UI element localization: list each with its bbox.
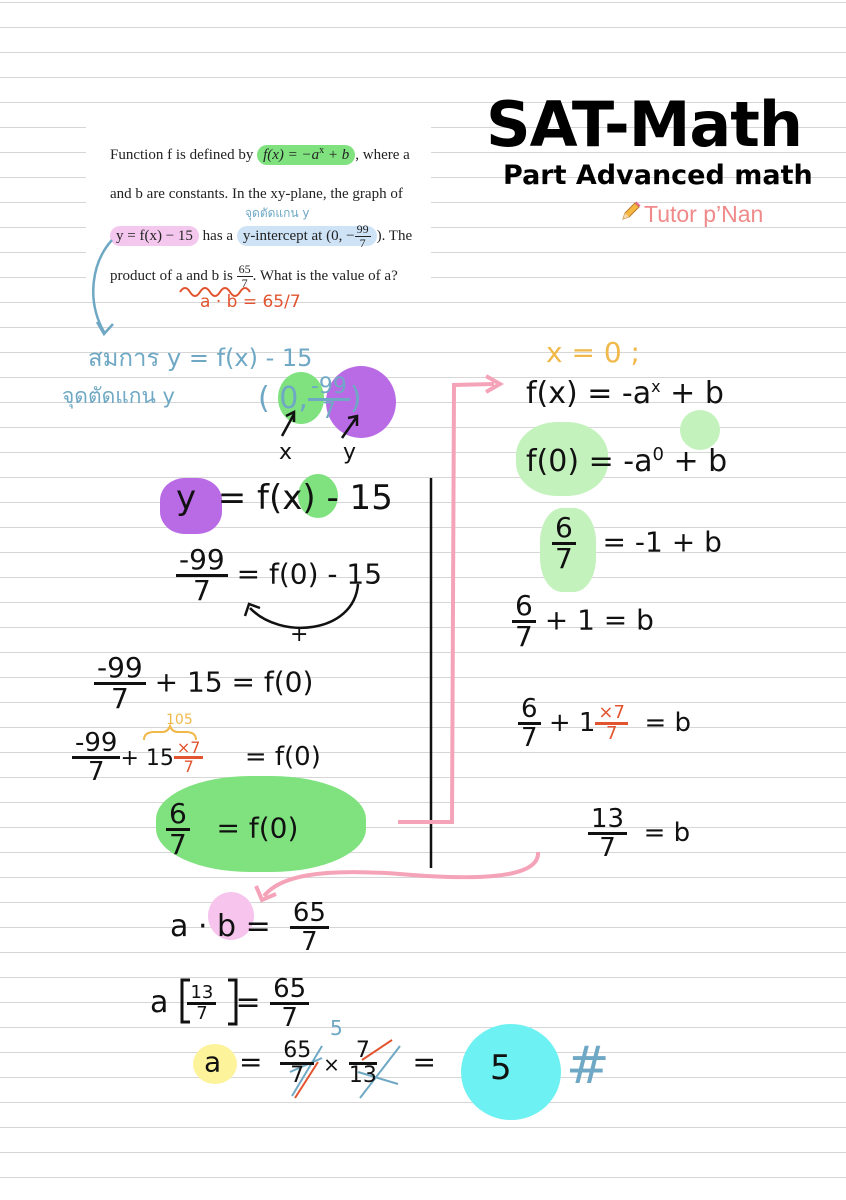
arrow-label-y: y <box>343 440 357 465</box>
problem-to-equation-arrow <box>93 240 112 332</box>
step-4: $\frac{-99}{7}$ + 15 $\frac{\times 7}{7}$ = f(0) <box>72 730 321 785</box>
right-step-3: $\frac{6}{7}$ = -1 + b <box>552 514 722 573</box>
final-answer: 5 <box>490 1048 512 1088</box>
right-step-4: $\frac{6}{7}$ + 1 = b <box>512 592 654 651</box>
b-to-final-arrow <box>264 852 538 896</box>
annotation-105: 105 <box>166 712 193 728</box>
equation-label: สมการ y = f(x) - 15 <box>88 344 313 372</box>
final-step-3: a = $\frac{65}{7}$ × $\frac{7}{13}$ = <box>204 1038 436 1088</box>
page-title: SAT-Math <box>486 88 803 161</box>
problem-line-2: and b are constants. In the xy-plane, the graph of <box>110 186 403 202</box>
intercept-point: ( 0, $\frac{-99}{7}$ ) <box>258 374 362 424</box>
equation-highlight: y = f(x) − 15 <box>110 226 199 246</box>
function-highlight: $f(x) = -a^x + b$ <box>257 145 355 165</box>
problem-line-3: y = f(x) − 15 has a y-intercept at (0, − $\frac{99}{7}$ ). The <box>110 223 412 250</box>
tutor-name: Tutor p’Nan <box>644 201 764 227</box>
right-step-2: $f(0) = -a^0 + b$ <box>526 444 728 479</box>
right-step-1: $f(x) = -a^x + b$ <box>526 376 724 411</box>
y-intercept-thai-note: จุดตัดแกน y <box>245 206 310 220</box>
problem-line-1: Function f is defined by $f(x) = -a^x + b$ , where a <box>110 145 410 163</box>
step-1: y = f(x) - 15 <box>176 478 393 518</box>
condition-x-zero: x = 0 ; <box>546 336 640 369</box>
final-step-2: a $\frac{13}{7}$ = $\frac{65}{7}$ <box>150 976 309 1031</box>
intercept-label: จุดตัดแกน y <box>62 384 175 408</box>
step-2-plus: + <box>290 622 309 647</box>
final-step-1: a · b = $\frac{65}{7}$ <box>170 900 329 955</box>
problem-line-4: product of a and b is $\frac{65}{7}$ . What is the value of a? <box>110 262 398 290</box>
step-3: $\frac{-99}{7}$ + 15 = f(0) <box>94 654 313 713</box>
hash-mark: # <box>566 1036 610 1096</box>
f0-to-right-arrow <box>398 384 494 822</box>
right-step-6: $\frac{13}{7}$ = b <box>588 806 690 861</box>
cancel-note-5: 5 <box>330 1016 343 1040</box>
page-subtitle: Part Advanced math <box>503 160 813 191</box>
ab-product-note: a · b = 65/7 <box>200 292 301 312</box>
arrow-label-x: x <box>279 440 293 465</box>
step-2: $\frac{-99}{7}$ = f(0) - 15 <box>176 546 382 605</box>
squiggle <box>180 288 250 296</box>
intercept-highlight: y-intercept at (0, − $\frac{99}{7}$ <box>237 226 377 246</box>
right-step-5: $\frac{6}{7}$ + 1 $\frac{\times 7}{7}$ = b <box>518 696 691 751</box>
step-5: $\frac{6}{7}$ = f(0) <box>166 800 298 859</box>
